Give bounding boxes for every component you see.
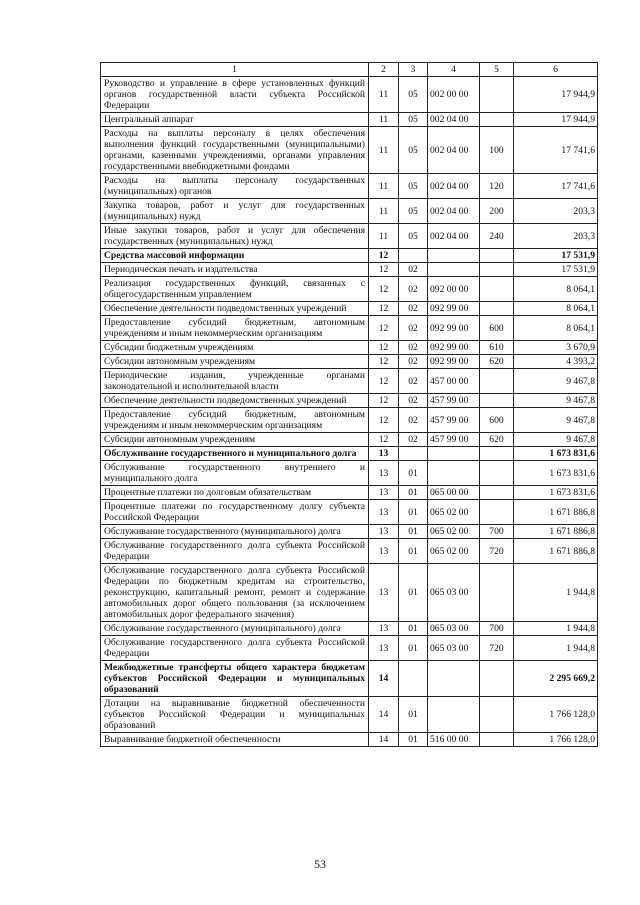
row-expense-type-cell [480,113,514,127]
row-name-cell: Иные закупки товаров, работ и услуг для обеспечения государственных (муниципальных) нужд [101,224,369,249]
header-cell-1: 1 [101,63,369,77]
row-amount-cell: 9 467,8 [514,369,598,394]
row-target-code-cell: 065 02 00 [428,500,480,525]
row-name-cell: Средства массовой информации [101,249,369,263]
header-cell-4: 4 [428,63,480,77]
row-expense-type-cell: 600 [480,316,514,341]
row-expense-type-cell [480,500,514,525]
row-amount-cell: 1 944,8 [514,622,598,636]
row-subsection-cell: 01 [399,636,428,661]
row-section-cell: 12 [369,316,399,341]
row-name-cell: Обслуживание государственного внутреннего и муниципального долга [101,461,369,486]
row-amount-cell: 8 064,1 [514,302,598,316]
row-name-cell: Субсидии бюджетным учреждениям [101,341,369,355]
row-target-code-cell: 065 03 00 [428,622,480,636]
row-expense-type-cell: 720 [480,539,514,564]
row-subsection-cell: 05 [399,199,428,224]
row-name-cell: Обеспечение деятельности подведомственных учреждений [101,302,369,316]
row-target-code-cell: 002 04 00 [428,199,480,224]
row-section-cell: 11 [369,199,399,224]
row-subsection-cell: 02 [399,355,428,369]
row-subsection-cell: 05 [399,224,428,249]
header-cell-2: 2 [369,63,399,77]
row-subsection-cell [399,447,428,461]
row-section-cell: 13 [369,564,399,622]
row-subsection-cell: 05 [399,113,428,127]
row-section-cell: 12 [369,302,399,316]
table-row [101,433,598,447]
row-target-code-cell: 092 99 00 [428,316,480,341]
row-subsection-cell: 01 [399,564,428,622]
row-subsection-cell: 02 [399,341,428,355]
row-expense-type-cell [480,277,514,302]
row-subsection-cell: 02 [399,263,428,277]
row-amount-cell: 1 673 831,6 [514,447,598,461]
table-row [101,263,598,277]
row-target-code-cell: 092 99 00 [428,302,480,316]
row-target-code-cell: 457 99 00 [428,394,480,408]
row-name-cell: Процентные платежи по долговым обязательствам [101,486,369,500]
row-target-code-cell: 002 04 00 [428,127,480,174]
row-subsection-cell: 01 [399,733,428,747]
table-row [101,661,598,697]
row-name-cell: Обслуживание государственного долга субъекта Российской Федерации [101,636,369,661]
row-expense-type-cell: 720 [480,636,514,661]
row-subsection-cell: 02 [399,433,428,447]
row-name-cell: Расходы на выплаты персоналу в целях обеспечения выполнения функций государственными (муниципальными) органами, казенными учреждениями, органами управления государственными внебюджетными фондами [101,127,369,174]
row-target-code-cell: 002 04 00 [428,224,480,249]
header-row [101,63,598,77]
row-amount-cell: 1 673 831,6 [514,486,598,500]
table-row [101,486,598,500]
table-row [101,564,598,622]
row-section-cell: 13 [369,636,399,661]
row-subsection-cell: 05 [399,127,428,174]
row-expense-type-cell [480,263,514,277]
page-number: 53 [314,857,326,871]
row-amount-cell: 1 944,8 [514,564,598,622]
row-expense-type-cell: 700 [480,525,514,539]
row-section-cell: 12 [369,341,399,355]
row-name-cell: Обслуживание государственного долга субъекта Российской Федерации по бюджетным кредитам на строительство, реконструкцию, капитальный ремонт, ремонт и содержание автомобильных дорог общего пользования (за исключением автомобильных дорог федерального значения) [101,564,369,622]
row-amount-cell: 9 467,8 [514,433,598,447]
row-expense-type-cell [480,661,514,697]
table-row [101,174,598,199]
row-subsection-cell [399,249,428,263]
row-section-cell: 12 [369,263,399,277]
row-target-code-cell: 002 04 00 [428,113,480,127]
row-amount-cell: 1 673 831,6 [514,461,598,486]
row-section-cell: 14 [369,733,399,747]
row-target-code-cell [428,263,480,277]
table-row [101,500,598,525]
table-row [101,394,598,408]
row-expense-type-cell [480,394,514,408]
row-section-cell: 11 [369,174,399,199]
row-section-cell: 13 [369,447,399,461]
row-expense-type-cell [480,249,514,263]
row-section-cell: 12 [369,355,399,369]
row-target-code-cell: 457 00 00 [428,369,480,394]
row-subsection-cell: 01 [399,525,428,539]
row-target-code-cell: 092 00 00 [428,277,480,302]
row-target-code-cell [428,697,480,733]
row-amount-cell: 4 393,2 [514,355,598,369]
row-section-cell: 13 [369,500,399,525]
row-expense-type-cell: 600 [480,408,514,433]
row-expense-type-cell [480,461,514,486]
row-target-code-cell: 065 02 00 [428,525,480,539]
row-subsection-cell: 02 [399,316,428,341]
row-name-cell: Обслуживание государственного (муниципального) долга [101,622,369,636]
table-row [101,277,598,302]
row-name-cell: Обслуживание государственного и муниципального долга [101,447,369,461]
row-target-code-cell: 516 00 00 [428,733,480,747]
row-target-code-cell: 002 04 00 [428,174,480,199]
row-section-cell: 13 [369,486,399,500]
row-amount-cell: 203,3 [514,224,598,249]
row-target-code-cell [428,461,480,486]
row-target-code-cell [428,661,480,697]
row-section-cell: 12 [369,394,399,408]
table-row [101,355,598,369]
row-target-code-cell: 065 00 00 [428,486,480,500]
row-expense-type-cell [480,697,514,733]
row-section-cell: 13 [369,461,399,486]
table-row [101,316,598,341]
row-name-cell: Субсидии автономным учреждениям [101,355,369,369]
row-amount-cell: 17 944,9 [514,113,598,127]
row-expense-type-cell [480,564,514,622]
row-amount-cell: 1 671 886,8 [514,539,598,564]
row-target-code-cell: 092 99 00 [428,341,480,355]
table-row [101,408,598,433]
row-target-code-cell: 002 00 00 [428,77,480,113]
row-subsection-cell: 02 [399,369,428,394]
row-amount-cell: 9 467,8 [514,394,598,408]
row-subsection-cell: 02 [399,302,428,316]
row-amount-cell: 203,3 [514,199,598,224]
row-target-code-cell: 065 03 00 [428,636,480,661]
row-section-cell: 12 [369,277,399,302]
row-name-cell: Субсидии автономным учреждениям [101,433,369,447]
row-section-cell: 13 [369,622,399,636]
row-name-cell: Центральный аппарат [101,113,369,127]
row-expense-type-cell [480,369,514,394]
row-name-cell: Процентные платежи по государственному долгу субъекта Российской Федерации [101,500,369,525]
row-section-cell: 11 [369,113,399,127]
row-amount-cell: 2 295 669,2 [514,661,598,697]
row-name-cell: Предоставление субсидий бюджетным, автономным учреждениям и иным некоммерческим организациям [101,408,369,433]
row-target-code-cell [428,249,480,263]
row-section-cell: 12 [369,369,399,394]
row-amount-cell: 17 741,6 [514,127,598,174]
row-amount-cell: 9 467,8 [514,408,598,433]
row-target-code-cell: 457 99 00 [428,433,480,447]
row-section-cell: 12 [369,408,399,433]
row-name-cell: Закупка товаров, работ и услуг для государственных (муниципальных) нужд [101,199,369,224]
table-row [101,369,598,394]
row-section-cell: 12 [369,433,399,447]
row-name-cell: Обслуживание государственного (муниципального) долга [101,525,369,539]
table-row [101,341,598,355]
table-row [101,733,598,747]
row-subsection-cell: 01 [399,500,428,525]
row-subsection-cell: 01 [399,486,428,500]
table-row [101,461,598,486]
row-name-cell: Периодические издания, учрежденные органами законодательной и исполнительной власти [101,369,369,394]
row-amount-cell: 1 671 886,8 [514,500,598,525]
row-amount-cell: 8 064,1 [514,316,598,341]
budget-table [100,62,598,747]
table-body [101,63,598,747]
row-section-cell: 11 [369,224,399,249]
row-expense-type-cell: 620 [480,355,514,369]
table-row [101,249,598,263]
row-section-cell: 11 [369,77,399,113]
row-section-cell: 13 [369,525,399,539]
row-expense-type-cell: 120 [480,174,514,199]
row-name-cell: Руководство и управление в сфере установленных функций органов государственной власти субъекта Российской Федерации [101,77,369,113]
row-subsection-cell: 01 [399,622,428,636]
row-amount-cell: 1 944,8 [514,636,598,661]
row-subsection-cell: 05 [399,77,428,113]
row-target-code-cell: 092 99 00 [428,355,480,369]
row-target-code-cell: 065 03 00 [428,564,480,622]
row-target-code-cell: 065 02 00 [428,539,480,564]
table-row [101,525,598,539]
row-amount-cell: 3 670,9 [514,341,598,355]
row-name-cell: Обеспечение деятельности подведомственных учреждений [101,394,369,408]
row-expense-type-cell: 700 [480,622,514,636]
row-subsection-cell: 01 [399,461,428,486]
table-row [101,127,598,174]
row-subsection-cell: 01 [399,697,428,733]
table-row [101,447,598,461]
row-subsection-cell: 02 [399,394,428,408]
row-amount-cell: 1 766 128,0 [514,733,598,747]
row-expense-type-cell: 620 [480,433,514,447]
table-row [101,697,598,733]
table-row [101,199,598,224]
row-expense-type-cell: 240 [480,224,514,249]
row-amount-cell: 17 531,9 [514,263,598,277]
row-section-cell: 14 [369,697,399,733]
row-amount-cell: 8 064,1 [514,277,598,302]
row-name-cell: Межбюджетные трансферты общего характера бюджетам субъектов Российской Федерации и муниципальных образований [101,661,369,697]
row-expense-type-cell [480,447,514,461]
table-row [101,539,598,564]
row-subsection-cell [399,661,428,697]
table-row [101,636,598,661]
row-name-cell: Расходы на выплаты персоналу государственных (муниципальных) органов [101,174,369,199]
row-expense-type-cell: 100 [480,127,514,174]
row-name-cell: Периодическая печать и издательства [101,263,369,277]
row-section-cell: 13 [369,539,399,564]
row-expense-type-cell: 200 [480,199,514,224]
row-section-cell: 14 [369,661,399,697]
row-expense-type-cell [480,302,514,316]
row-name-cell: Реализация государственных функций, связанных с общегосударственным управлением [101,277,369,302]
row-subsection-cell: 01 [399,539,428,564]
row-name-cell: Выравнивание бюджетной обеспеченности [101,733,369,747]
table-row [101,77,598,113]
row-section-cell: 12 [369,249,399,263]
row-subsection-cell: 02 [399,277,428,302]
row-amount-cell: 1 671 886,8 [514,525,598,539]
row-name-cell: Дотации на выравнивание бюджетной обеспеченности субъектов Российской Федерации и муниципальных образований [101,697,369,733]
header-cell-3: 3 [399,63,428,77]
header-cell-5: 5 [480,63,514,77]
row-target-code-cell [428,447,480,461]
row-subsection-cell: 05 [399,174,428,199]
table-row [101,113,598,127]
row-section-cell: 11 [369,127,399,174]
row-amount-cell: 17 741,6 [514,174,598,199]
row-name-cell: Предоставление субсидий бюджетным, автономным учреждениям и иным некоммерческим организациям [101,316,369,341]
row-expense-type-cell [480,733,514,747]
header-cell-6: 6 [514,63,598,77]
table-row [101,622,598,636]
row-expense-type-cell [480,77,514,113]
row-expense-type-cell [480,486,514,500]
row-amount-cell: 17 944,9 [514,77,598,113]
row-name-cell: Обслуживание государственного долга субъекта Российской Федерации [101,539,369,564]
row-subsection-cell: 02 [399,408,428,433]
row-amount-cell: 1 766 128,0 [514,697,598,733]
row-expense-type-cell: 610 [480,341,514,355]
table-row [101,302,598,316]
row-amount-cell: 17 531,9 [514,249,598,263]
table-row [101,224,598,249]
row-target-code-cell: 457 99 00 [428,408,480,433]
